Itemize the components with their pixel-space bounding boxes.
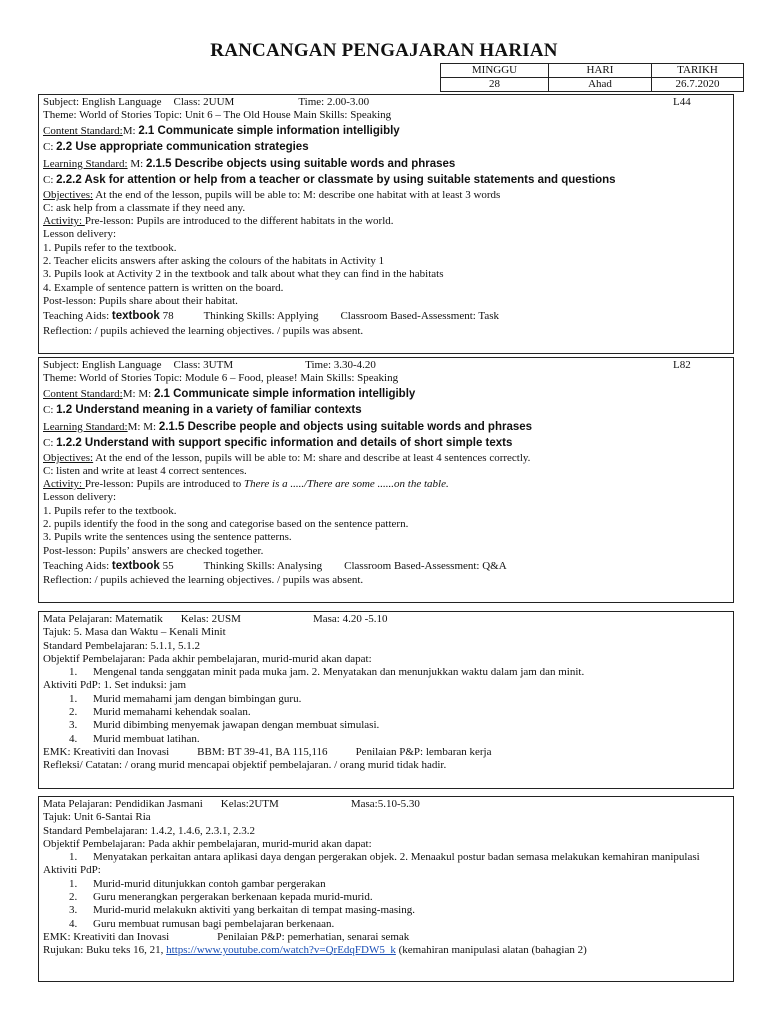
step: 1. Pupils refer to the textbook. <box>43 241 177 254</box>
header-label-hari: HARI <box>549 64 652 78</box>
header-label-minggu: MINGGU <box>441 64 549 78</box>
subject: Mata Pelajaran: Matematik <box>43 613 163 625</box>
list-item: 4. Murid membuat latihan. <box>69 732 200 745</box>
time: Masa:5.10-5.30 <box>350 798 420 810</box>
learning-standard-c: C: 1.2.2 Understand with support specific information and details of short simple texts <box>43 437 513 450</box>
learning-standard-m: Learning Standard: M: 2.1.5 Describe objects using suitable words and phrases <box>43 157 456 170</box>
header-value-hari: Ahad <box>549 78 652 92</box>
lesson-header <box>43 798 729 811</box>
list-item: 2. Murid memahami kehendak soalan. <box>69 706 251 719</box>
class: Class: 3UTM <box>173 359 234 371</box>
class: Class: 2UUM <box>173 96 235 108</box>
aktiviti: Aktiviti PdP: 1. Set induksi: jam <box>43 679 187 692</box>
header-value-minggu: 28 <box>441 78 549 92</box>
content-standard-c: C: 1.2 Understand meaning in a variety of familiar contexts <box>43 404 362 417</box>
list-item: 4. Guru membuat rumusan bagi pembelajaran berkenaan. <box>69 917 335 930</box>
list-item: 3. Murid dibimbing menyemak jawapan dengan membuat simulasi. <box>69 719 380 732</box>
class: Kelas:2UTM <box>220 798 279 810</box>
time: Masa: 4.20 -5.10 <box>312 613 388 625</box>
step: 3. Pupils write the sentences using the sentence patterns. <box>43 531 292 544</box>
theme: Theme: World of Stories Topic: Module 6 – Food, please! Main Skills: Speaking <box>43 372 399 385</box>
content-standard-m: Content Standard:M: 2.1 Communicate simple information intelligibly <box>43 124 400 137</box>
objectives-c: C: ask help from a classmate if they need any. <box>43 201 246 214</box>
lesson-header <box>43 96 729 109</box>
objektif: Objektif Pembelajaran: Pada akhir pembelajaran, murid-murid akan dapat: <box>43 652 372 665</box>
youtube-link[interactable]: https://www.youtube.com/watch?v=QrEdqFDW5_k <box>166 944 396 957</box>
list-item: 2. Guru menerangkan pergerakan berkenaan kepada murid-murid. <box>69 891 373 904</box>
list-item: 3. Murid-murid melakukn aktiviti yang berkaitan di tempat masing-masing. <box>69 904 415 917</box>
standard-pembelajaran: Standard Pembelajaran: 5.1.1, 5.1.2 <box>43 639 201 652</box>
lesson-code: L44 <box>673 96 691 108</box>
lesson-block-3 <box>38 611 734 789</box>
lesson-block-1 <box>38 94 734 354</box>
subject: Subject: English Language <box>43 359 162 371</box>
refleksi: Refleksi/ Catatan: / orang murid mencapai objektif pembelajaran. / orang murid tidak hadir. <box>43 759 447 772</box>
time: Time: 2.00-3.00 <box>298 96 370 108</box>
list-item: 1. Murid memahami jam dengan bimbingan guru. <box>69 692 302 705</box>
page-title: RANCANGAN PENGAJARAN HARIAN <box>210 40 558 61</box>
objectives: Objectives: At the end of the lesson, pupils will be able to: M: describe one habitat with at least 3 words <box>43 188 501 201</box>
lesson-block-4 <box>38 796 734 982</box>
header-value-tarikh: 26.7.2020 <box>652 78 744 92</box>
objectives-c: C: listen and write at least 4 correct sentences. <box>43 464 247 477</box>
step: 1. Pupils refer to the textbook. <box>43 504 177 517</box>
list-item: 1. Menyatakan perkaitan antara aplikasi daya dengan pergerakan objek. 2. Menaakul postur badan semasa melakukan kemahiran manipulasi <box>69 851 700 864</box>
lesson-header <box>43 359 729 372</box>
content-standard-c: C: 2.2 Use appropriate communication strategies <box>43 141 309 154</box>
class: Kelas: 2USM <box>180 613 241 625</box>
reflection: Reflection: / pupils achieved the learning objectives. / pupils was absent. <box>43 324 364 337</box>
step: 2. pupils identify the food in the song and categorise based on the sentence pattern. <box>43 518 409 531</box>
step: 2. Teacher elicits answers after asking the colours of the habitats in Activity 1 <box>43 255 385 268</box>
header-table <box>440 63 744 92</box>
lesson-code: L82 <box>673 359 691 371</box>
lesson-delivery: Lesson delivery: <box>43 491 117 504</box>
aktiviti: Aktiviti PdP: <box>43 864 101 877</box>
teaching-aids-row: Teaching Aids: textbook 55 Thinking Skills: Analysing Classroom Based-Assessment: Q&A <box>43 559 507 572</box>
reflection: Reflection: / pupils achieved the learning objectives. / pupils was absent. <box>43 574 364 587</box>
activity: Activity: Pre-lesson: Pupils are introduced to the different habitats in the world. <box>43 215 394 228</box>
tajuk: Tajuk: 5. Masa dan Waktu – Kenali Minit <box>43 626 226 639</box>
objectives: Objectives: At the end of the lesson, pupils will be able to: M: share and describe at least 4 sentences correctly. <box>43 451 531 464</box>
list-item: 1. Mengenal tanda senggatan minit pada muka jam. 2. Menyatakan dan menunjukkan waktu dalam jam dan minit. <box>69 666 585 679</box>
rujukan: Rujukan: Buku teks 16, 21, https://www.youtube.com/watch?v=QrEdqFDW5_k (kemahiran manipulasi alatan (bahagian 2) <box>43 944 587 957</box>
header-label-tarikh: TARIKH <box>652 64 744 78</box>
emk-row: EMK: Kreativiti dan Inovasi BBM: BT 39-41, BA 115,116 Penilaian P&P: lembaran kerja <box>43 745 492 758</box>
lesson-header <box>43 613 729 626</box>
teaching-aids-row: Teaching Aids: textbook 78 Thinking Skills: Applying Classroom Based-Assessment: Task <box>43 310 499 323</box>
lesson-block-2 <box>38 357 734 603</box>
subject: Mata Pelajaran: Pendidikan Jasmani <box>43 798 203 810</box>
content-standard-m: Content Standard:M: M: 2.1 Communicate simple information intelligibly <box>43 387 416 400</box>
lesson-delivery: Lesson delivery: <box>43 228 117 241</box>
list-item: 1. Murid-murid ditunjukkan contoh gambar pergerakan <box>69 877 326 890</box>
step: 4. Example of sentence pattern is written on the board. <box>43 281 284 294</box>
learning-standard-m: Learning Standard:M: M: 2.1.5 Describe people and objects using suitable words and phrases <box>43 420 533 433</box>
learning-standard-c: C: 2.2.2 Ask for attention or help from a teacher or classmate by using suitable statements and questions <box>43 174 616 187</box>
standard-pembelajaran: Standard Pembelajaran: 1.4.2, 1.4.6, 2.3.1, 2.3.2 <box>43 824 256 837</box>
tajuk: Tajuk: Unit 6-Santai Ria <box>43 811 151 824</box>
post-lesson: Post-lesson: Pupils’ answers are checked together. <box>43 544 264 557</box>
emk-row: EMK: Kreativiti dan Inovasi Penilaian P&P: pemerhatian, senarai semak <box>43 930 410 943</box>
objektif: Objektif Pembelajaran: Pada akhir pembelajaran, murid-murid akan dapat: <box>43 837 372 850</box>
post-lesson: Post-lesson: Pupils share about their habitat. <box>43 294 238 307</box>
step: 3. Pupils look at Activity 2 in the textbook and talk about what they can find in the habitats <box>43 268 444 281</box>
time: Time: 3.30-4.20 <box>305 359 376 371</box>
subject: Subject: English Language <box>43 96 162 108</box>
activity: Activity: Pre-lesson: Pupils are introduced to There is a ...../There are some ......on the table. <box>43 478 449 491</box>
theme: Theme: World of Stories Topic: Unit 6 – The Old House Main Skills: Speaking <box>43 109 392 122</box>
